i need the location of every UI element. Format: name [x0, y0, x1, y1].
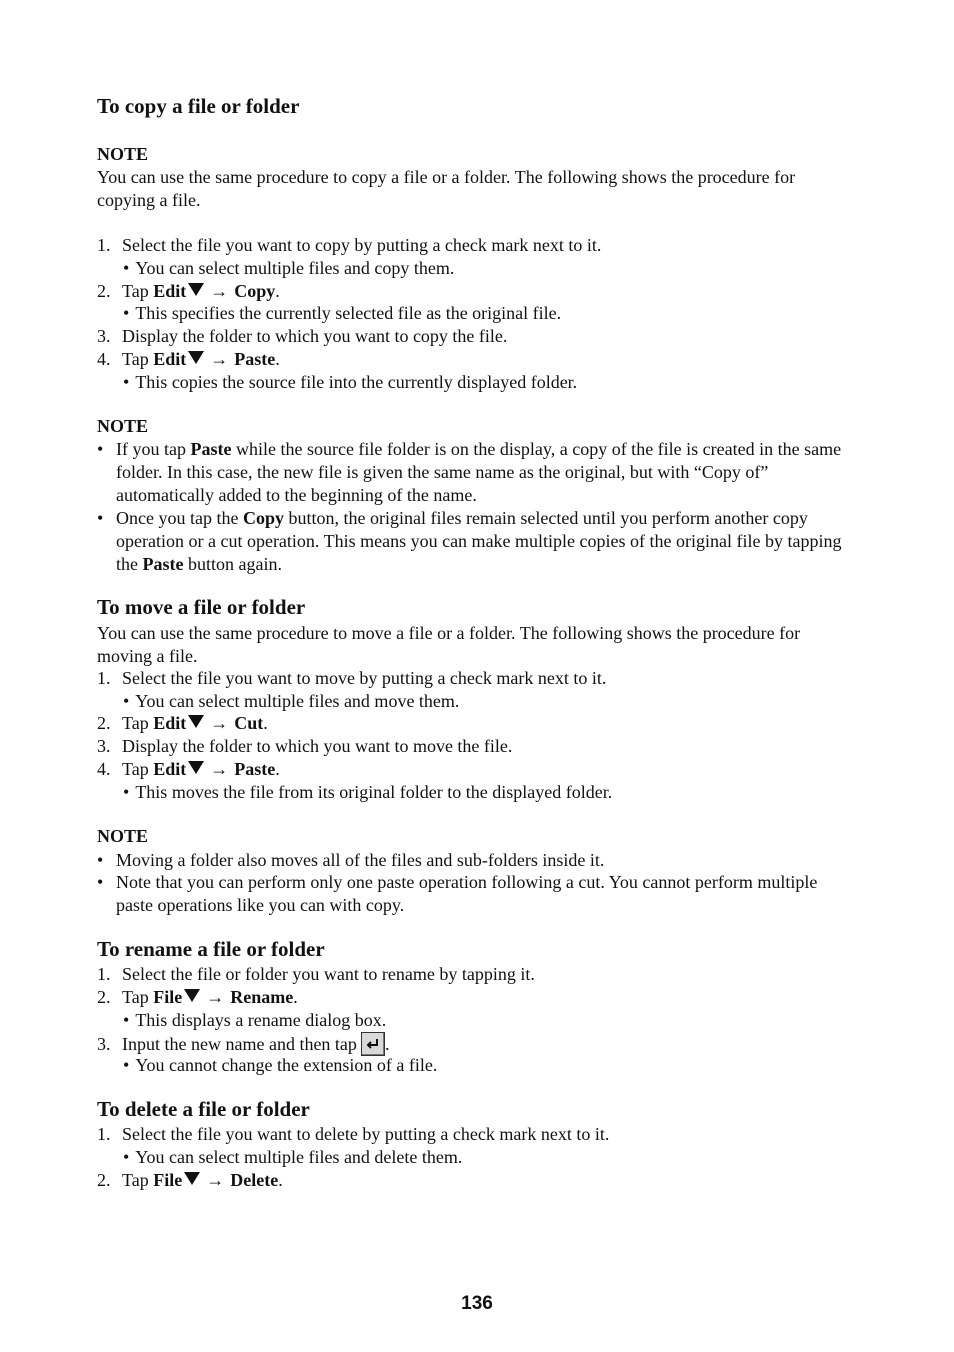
step-number: 1. [97, 668, 111, 688]
step-3 [97, 735, 512, 758]
step-number: 4. [97, 759, 111, 779]
bullet: • [123, 372, 130, 392]
bullet: • [123, 1147, 130, 1167]
note-label: NOTE [97, 416, 149, 436]
section-title-move: To move a file or folder [97, 595, 306, 619]
keyword-paste: Paste [190, 439, 232, 459]
step-note-text: This copies the source file into the currently displayed folder. [135, 372, 578, 392]
step-note-text: This specifies the currently selected file as the original file. [135, 303, 562, 323]
note-text: button again. [187, 554, 282, 574]
period: . [275, 759, 280, 779]
tap-text: Tap [122, 987, 149, 1007]
note-text: If you tap [116, 439, 186, 459]
step-text: Display the folder to which you want to move the file. [122, 736, 513, 756]
step-number: 2. [97, 281, 111, 301]
step-text: Select the file you want to delete by putting a check mark next to it. [122, 1124, 610, 1144]
command-paste: Paste [234, 349, 276, 369]
step-note [123, 1146, 462, 1169]
step-text: Select the file you want to move by putting a check mark next to it. [122, 668, 607, 688]
tap-text: Tap [122, 1170, 149, 1190]
enter-key-icon [361, 1032, 385, 1056]
command-paste: Paste [234, 759, 276, 779]
command-rename: Rename [230, 987, 294, 1007]
tap-text: Tap [122, 759, 149, 779]
step-3 [97, 1032, 389, 1056]
step-3 [97, 325, 507, 348]
step-2 [97, 986, 298, 1009]
bullet: • [97, 439, 104, 459]
note-text: You can use the same procedure to copy a file or a folder. The following shows the procedure for copying a file. [97, 167, 796, 210]
arrow: → [206, 1170, 225, 1190]
tap-text: Tap [122, 349, 149, 369]
arrow: → [210, 349, 229, 369]
step-note-text: This displays a rename dialog box. [135, 1010, 387, 1030]
step-number: 3. [97, 736, 111, 756]
step-4 [97, 758, 280, 781]
down-triangle-icon [188, 283, 204, 296]
arrow: → [210, 281, 229, 301]
step-number: 1. [97, 1124, 111, 1144]
step-text: Select the file or folder you want to rename by tapping it. [122, 964, 535, 984]
step-1 [97, 1123, 609, 1146]
page-number: 136 [461, 1293, 493, 1314]
arrow: → [210, 759, 229, 779]
step-text: Display the folder to which you want to copy the file. [122, 326, 508, 346]
note-label: NOTE [97, 144, 149, 164]
down-triangle-icon [184, 1172, 200, 1185]
intro-text: You can use the same procedure to move a file or a folder. The following shows the procedure for moving a file. [97, 623, 801, 666]
note-text: while the source file folder is on the display, a copy of the file is created in the same folder. In this case, the new file is given the same name as the original, but with “Copy of” automatically added to the beginning of the name. [116, 439, 842, 505]
step-number: 1. [97, 964, 111, 984]
step-note-text: You can select multiple files and copy them. [135, 258, 455, 278]
bullet: • [123, 782, 130, 802]
section-title-rename: To rename a file or folder [97, 937, 325, 961]
arrow: → [210, 713, 229, 733]
step-number: 4. [97, 349, 111, 369]
step-number: 3. [97, 326, 111, 346]
step-4 [97, 348, 280, 371]
note-bullet [97, 507, 853, 576]
step-2 [97, 712, 268, 735]
command-cut: Cut [234, 713, 264, 733]
note-text: Note that you can perform only one paste operation following a cut. You cannot perform multiple paste operations like you can with copy. [116, 872, 818, 915]
step-number: 1. [97, 235, 111, 255]
keyword-paste: Paste [142, 554, 184, 574]
step-text: Input the new name and then tap [122, 1034, 357, 1054]
menu-edit: Edit [153, 759, 187, 779]
note-bullet [97, 438, 853, 507]
step-note [123, 781, 612, 804]
step-2 [97, 1169, 283, 1192]
step-text: Select the file you want to copy by putting a check mark next to it. [122, 235, 602, 255]
step-note-text: You can select multiple files and delete them. [135, 1147, 463, 1167]
menu-file: File [153, 987, 183, 1007]
note-text: Once you tap the [116, 508, 239, 528]
step-1 [97, 667, 606, 690]
note-label: NOTE [97, 826, 149, 846]
period: . [263, 713, 268, 733]
note-bullet [97, 871, 853, 917]
step-note [123, 690, 459, 713]
menu-edit: Edit [153, 281, 187, 301]
bullet: • [97, 508, 104, 528]
down-triangle-icon [184, 989, 200, 1002]
step-note-text: You can select multiple files and move them. [135, 691, 460, 711]
step-1 [97, 234, 601, 257]
step-1 [97, 963, 535, 986]
menu-file: File [153, 1170, 183, 1190]
down-triangle-icon [188, 715, 204, 728]
period: . [275, 281, 280, 301]
bullet: • [123, 691, 130, 711]
step-note [123, 1009, 386, 1032]
arrow: → [206, 987, 225, 1007]
menu-edit: Edit [153, 713, 187, 733]
period: . [278, 1170, 283, 1190]
section-title-delete: To delete a file or folder [97, 1097, 310, 1121]
keyword-copy: Copy [242, 508, 284, 528]
menu-edit: Edit [153, 349, 187, 369]
bullet: • [123, 1010, 130, 1030]
step-note [123, 1054, 437, 1077]
period: . [384, 1034, 390, 1054]
command-delete: Delete [230, 1170, 279, 1190]
section-title-copy: To copy a file or folder [97, 94, 300, 118]
tap-text: Tap [122, 281, 149, 301]
step-number: 2. [97, 713, 111, 733]
step-number: 3. [97, 1034, 111, 1054]
bullet: • [123, 303, 130, 323]
step-note [123, 302, 561, 325]
step-note [123, 371, 577, 394]
bullet: • [97, 850, 104, 870]
step-number: 2. [97, 1170, 111, 1190]
down-triangle-icon [188, 351, 204, 364]
bullet: • [123, 1055, 130, 1075]
bullet: • [123, 258, 130, 278]
note-text: button, the original files remain selected until you perform another copy operation or a cut operation. This means you can make multiple copies of the original file by tapping the [116, 508, 842, 574]
step-number: 2. [97, 987, 111, 1007]
command-copy: Copy [234, 281, 276, 301]
step-note-text: This moves the file from its original folder to the displayed folder. [135, 782, 613, 802]
step-note [123, 257, 454, 280]
note-text: Moving a folder also moves all of the files and sub-folders inside it. [116, 850, 605, 870]
step-note-text: You cannot change the extension of a file. [135, 1055, 438, 1075]
down-triangle-icon [188, 761, 204, 774]
period: . [275, 349, 280, 369]
tap-text: Tap [122, 713, 149, 733]
note-bullet [97, 849, 853, 872]
period: . [293, 987, 298, 1007]
step-2 [97, 280, 280, 303]
bullet: • [97, 872, 104, 892]
